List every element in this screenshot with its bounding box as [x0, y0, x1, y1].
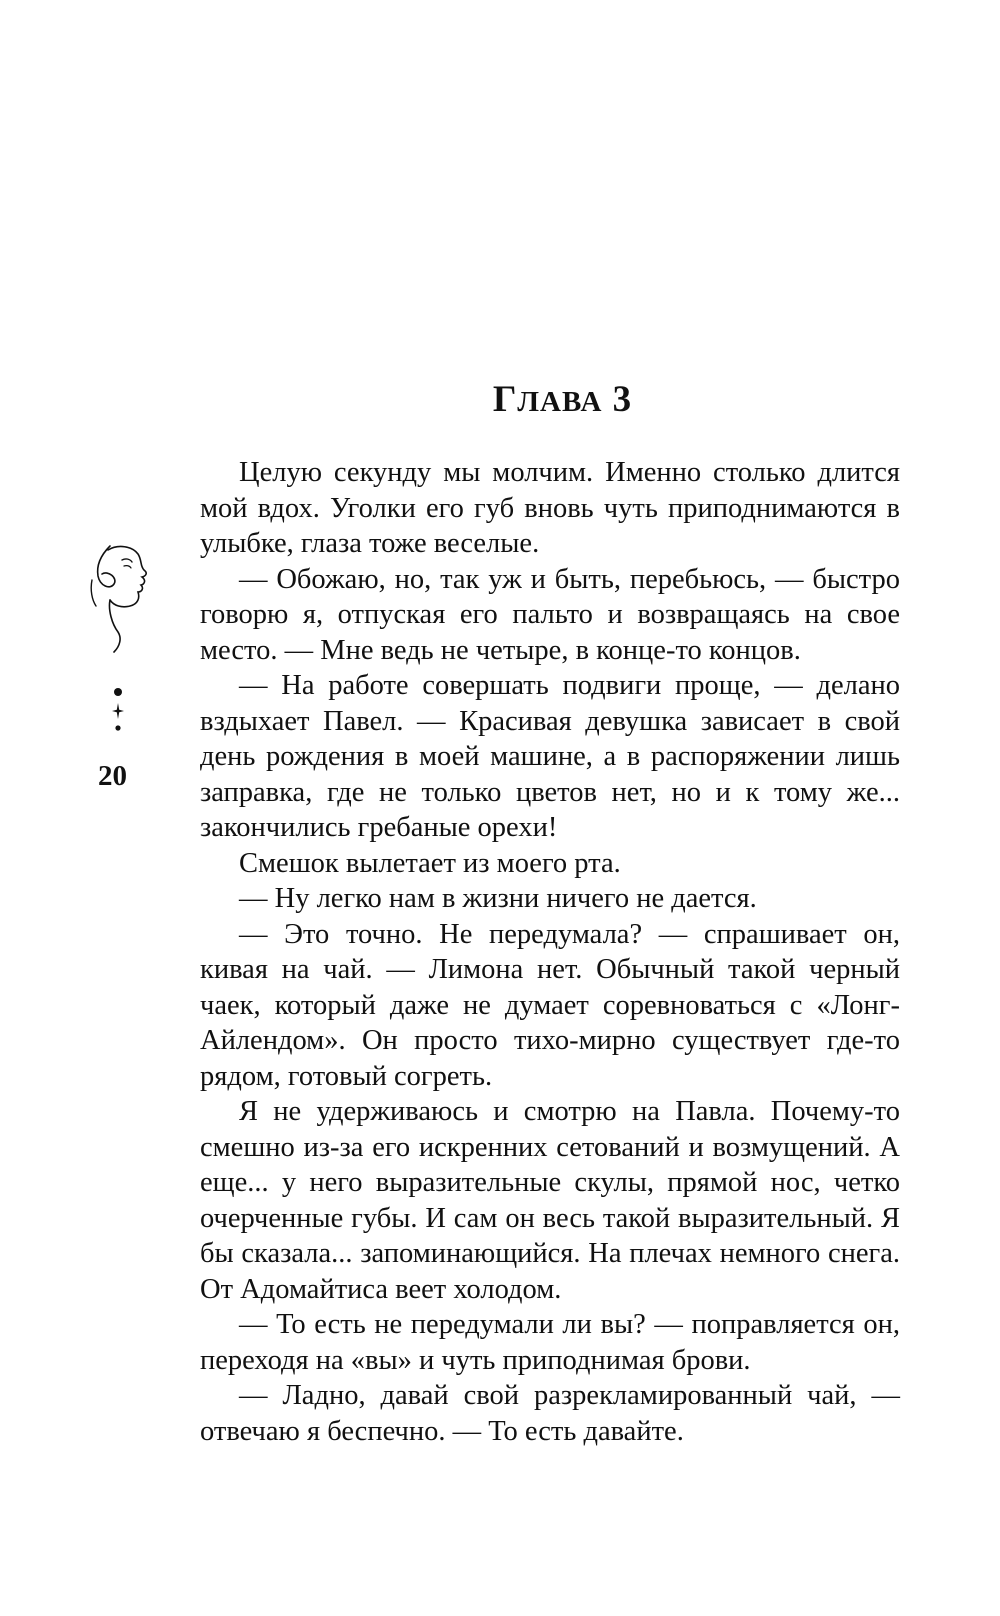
paragraph: Смешок вылетает из моего рта. — [239, 847, 621, 879]
paragraph: Целую секунду мы молчим. Именно столько длится мой вдох. Уголки его губ вновь чуть приподнимаются в улыбке, глаза тоже веселые. — [200, 457, 900, 559]
paragraph: — Обожаю, но, так уж и быть, перебьюсь, — быстро говорю я, отпуская его пальто и возвращаясь на свое место. — Мне ведь не четыре, в конце-то концов. — [200, 563, 900, 666]
dot-star-dot-ornament-icon — [106, 686, 130, 736]
paragraph: — Это точно. Не передумала? — спрашивает он, кивая на чай. — Лимона нет. Обычный такой черный чаек, который даже не думает соревноваться с «Лонг-Айлендом». Он просто тихо-мирно существует где-то рядом, готовый согреть. — [200, 918, 900, 1092]
paragraph: — На работе совершать подвиги проще, — делано вздыхает Павел. — Красивая девушка зависает в свой день рождения в моей машине, а в распоряжении лишь заправка, где не только цветов нет, но и к тому же... закончились гребаные орехи! — [200, 670, 900, 843]
paragraph: — Ладно, давай свой разрекламированный чай, — отвечаю я беспечно. — То есть давайте. — [200, 1380, 900, 1447]
page-number: 20 — [98, 760, 127, 792]
chapter-title: ГЛАВА 3 — [492, 379, 633, 420]
body-text — [200, 455, 900, 1449]
paragraph: — То есть не передумали ли вы? — поправляется он, переходя на «вы» и чуть приподнимая брови. — [200, 1309, 900, 1376]
paragraph: — Ну легко нам в жизни ничего не дается. — [239, 883, 757, 914]
face-line-drawing-icon — [88, 540, 170, 655]
paragraph: Я не удерживаюсь и смотрю на Павла. Почему-то смешно из-за его искренних сетований и возмущений. А еще... у него выразительные скулы, прямой нос, четко очерченные губы. И сам он весь такой выразительный. Я бы сказала... запоминающийся. На плечах немного снега. От Адомайтиса веет холодом. — [200, 1096, 900, 1305]
